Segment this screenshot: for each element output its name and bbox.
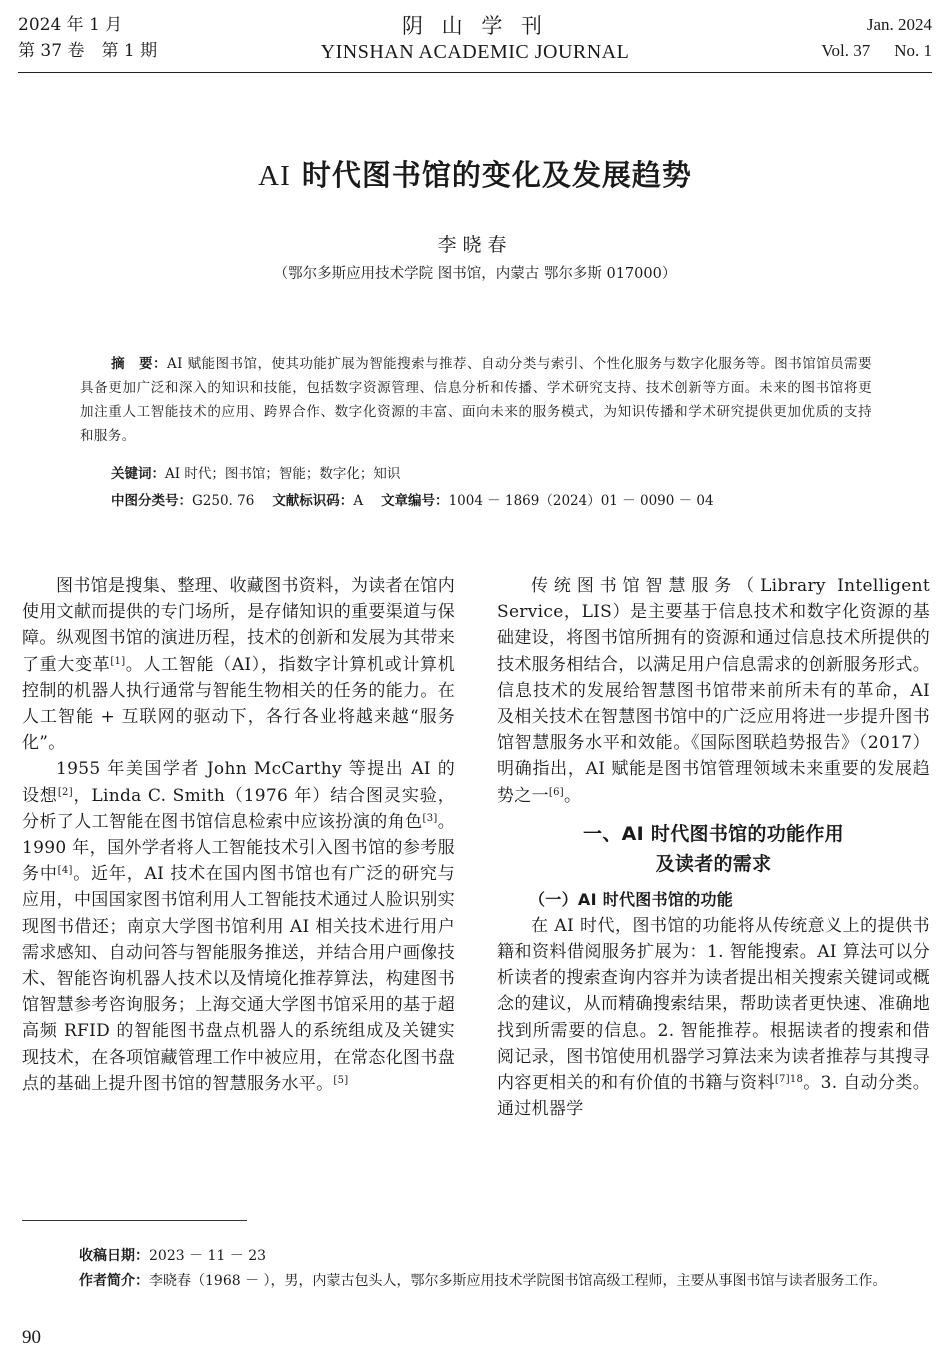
- keywords-label: 关键词：: [111, 466, 165, 482]
- body-column-left: [22, 573, 455, 1097]
- body-text: 。3. 自动分类。通过机器学: [497, 1073, 930, 1120]
- footnote-received: [79, 1244, 931, 1268]
- title-text: 时代图书馆的变化及发展趋势: [290, 158, 692, 192]
- body-text: 传统图书馆智慧服务（Library Intelligent Service，LIS）是主要基于信息技术和数字化资源的基础建设，将图书馆所拥有的资源和通过信息技术所提供的技术服务相结合，以满足用户信息需求的创新服务形式。信息技术的发展给智慧图书馆带来前所未有的革命，AI 及相关技术在智慧图书馆中的广泛应用将进一步提升图书馆智慧服务水平和效能。《国际图联趋势报告》（2017）明确指出，AI 赋能是图书馆管理领域未来重要的发展趋势之一: [497, 576, 930, 806]
- footnote-author: [79, 1269, 931, 1293]
- header-date-cn: 2024 年 1 月: [18, 15, 123, 35]
- keywords-text: AI 时代；图书馆；智能；数字化；知识: [165, 466, 401, 482]
- header-right: [821, 12, 932, 64]
- running-header: [18, 12, 932, 72]
- article-no-label: 文章编号：: [381, 493, 449, 509]
- author-bio-label: 作者简介：: [79, 1273, 149, 1289]
- abstract-text: AI 赋能图书馆，使其功能扩展为智能搜索与推荐、自动分类与索引、个性化服务与数字化服务等。图书馆馆员需要具备更加广泛和深入的知识和技能，包括数字资源管理、信息分析和传播、学术研究支持、技术创新等方面。未来的图书馆将更加注重人工智能技术的应用、跨界合作、数字化资源的丰富、面向未来的服务模式，为知识传播和学术研究提供更加优质的支持和服务。: [80, 356, 872, 444]
- author-name: 李晓春: [437, 234, 513, 256]
- received-label: 收稿日期：: [79, 1248, 149, 1264]
- doc-code-label: 文献标识码：: [272, 493, 354, 509]
- article-no-value: 1004 － 1869（2024）01 － 0090 － 04: [448, 493, 714, 509]
- body-text: 图书馆是搜集、整理、收藏图书资料，为读者在馆内使用文献而提供的专门场所，是存储知识的重要渠道与保障。纵观图书馆的演进历程，技术的创新和发展为其带来了重大变革: [22, 576, 455, 675]
- title-prefix: AI: [258, 160, 291, 192]
- header-volume-en: Vol. 37: [821, 41, 871, 60]
- author-bio-text: 李晓春（1968 － ），男，内蒙古包头人，鄂尔多斯应用技术学院图书馆高级工程师，主要从事图书馆与读者服务工作。: [149, 1273, 887, 1289]
- citation-ref: [1]: [110, 655, 126, 667]
- body-text: ，Linda C. Smith（1976 年）结合图灵实验，分析了人工智能在图书馆信息检索中应该扮演的角色: [22, 785, 455, 832]
- header-center: [18, 12, 932, 64]
- body-paragraph: [22, 756, 455, 1097]
- journal-name-en: YINSHAN ACADEMIC JOURNAL: [320, 41, 630, 63]
- footnote-rule: [22, 1220, 247, 1221]
- body-text: 在 AI 时代，图书馆的功能将从传统意义上的提供书籍和资料借阅服务扩展为：1. 智能搜索。AI 算法可以分析读者的搜索查询内容并为读者提出相关搜索关键词或概念的建议，从而精确搜索结果，帮助读者更快速、准确地找到所需要的信息。2. 智能推荐。根据读者的搜索和借阅记录，图书馆使用机器学习算法来为读者推荐与其搜寻内容更相关的和有价值的书籍与资料: [497, 915, 930, 1094]
- body-paragraph: [22, 573, 455, 756]
- header-issue-en: No. 1: [894, 41, 932, 60]
- section-heading-line: 一、AI 时代图书馆的功能作用: [583, 822, 844, 845]
- body-text: 。1990 年，国外学者将人工智能技术引入图书馆的参考服务中: [22, 811, 455, 885]
- citation-ref: [6]: [548, 786, 564, 798]
- subsection-heading: （一）AI 时代图书馆的功能: [529, 889, 734, 909]
- body-text: 。人工智能（AI），指数字计算机或计算机控制的机器人执行通常与智能生物相关的任务的能力。在人工智能 + 互联网的驱动下，各行各业将越来越“服务化”。: [22, 654, 455, 754]
- citation-ref: [2]: [57, 786, 73, 798]
- body-text: 1955 年美国学者 John McCarthy 等提出 AI 的设想: [22, 759, 455, 806]
- section-heading: [497, 819, 930, 879]
- received-date: 2023 － 11 － 23: [149, 1248, 267, 1264]
- page-number: 90: [22, 1327, 41, 1348]
- journal-name-cn: 阴 山 学 刊: [401, 14, 549, 38]
- citation-ref: [7]18: [774, 1074, 804, 1086]
- body-column-right: [497, 573, 930, 1122]
- author-affiliation: （鄂尔多斯应用技术学院 图书馆，内蒙古 鄂尔多斯 017000）: [273, 266, 677, 282]
- citation-ref: [4]: [57, 865, 73, 877]
- abstract-label: 摘 要：: [111, 356, 167, 372]
- classification-line: [111, 489, 714, 509]
- citation-ref: [3]: [422, 812, 438, 824]
- section-heading-line: 及读者的需求: [655, 852, 772, 875]
- keywords-line: [111, 462, 400, 482]
- clc-value: G250. 76: [192, 493, 255, 509]
- body-paragraph: [497, 913, 930, 1123]
- header-volume-cn: 第 37 卷 第 1 期: [18, 41, 158, 61]
- article-title: [0, 153, 950, 194]
- clc-label: 中图分类号：: [111, 493, 192, 509]
- doc-code-value: A: [353, 493, 364, 509]
- header-rule: [18, 72, 932, 73]
- body-text: 。近年，AI 技术在国内图书馆也有广泛的研究与应用，中国国家图书馆利用人工智能技术通过人脸识别实现图书借还；南京大学图书馆利用 AI 相关技术进行用户需求感知、自动问答与智能服务推送，并结合用户画像技术、智能咨询机器人技术以及情境化推荐算法，构建图书馆智慧参考咨询服务；上海交通大学图书馆采用的基于超高频 RFID 的智能图书盘点机器人的系统组成及关键实现技术，在各项馆藏管理工作中被应用，在常态化图书盘点的基础上提升图书馆的智慧服务水平。: [22, 864, 455, 1094]
- body-paragraph: [497, 573, 930, 809]
- header-date-en: Jan. 2024: [866, 15, 932, 34]
- body-text: 。: [563, 785, 582, 806]
- abstract: [80, 352, 872, 448]
- citation-ref: [5]: [333, 1074, 349, 1086]
